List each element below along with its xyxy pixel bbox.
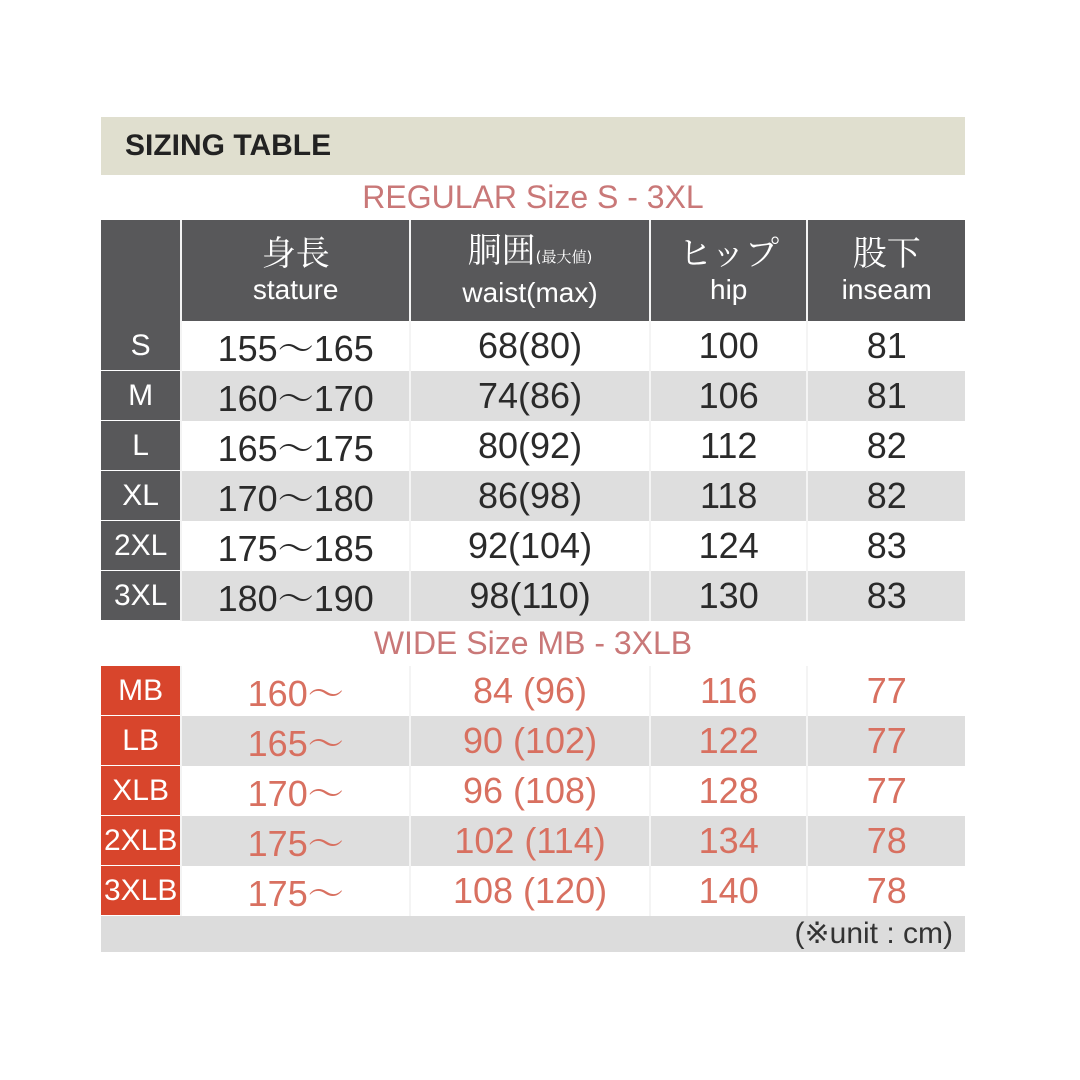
header-waist — [409, 220, 649, 321]
size-label: 2XLB — [101, 816, 180, 866]
inseam-cell: 83 — [806, 521, 965, 571]
inseam-cell: 78 — [806, 816, 965, 866]
table-row — [101, 766, 965, 816]
hip-cell: 112 — [649, 421, 807, 471]
waist-cell: 96 (108) — [409, 766, 649, 816]
waist-cell: 92(104) — [409, 521, 649, 571]
size-label: LB — [101, 716, 180, 766]
stature-cell: 165～175 — [180, 421, 409, 471]
waist-cell: 86(98) — [409, 471, 649, 521]
stature-cell: 180～190 — [180, 571, 409, 621]
stature-cell: 175～ — [180, 816, 409, 866]
stature-cell: 170～ — [180, 766, 409, 816]
stature-cell: 175～185 — [180, 521, 409, 571]
stature-cell: 155～165 — [180, 321, 409, 371]
stature-cell: 175～ — [180, 866, 409, 916]
size-label: XLB — [101, 766, 180, 816]
header-stature — [180, 220, 409, 321]
inseam-cell: 77 — [806, 766, 965, 816]
stature-cell: 160～ — [180, 666, 409, 716]
stature-cell: 160～170 — [180, 371, 409, 421]
header-waist-jp: 胴囲 — [467, 230, 536, 271]
hip-cell: 140 — [649, 866, 807, 916]
header-hip-jp: ヒップ — [678, 233, 780, 274]
table-row — [101, 866, 965, 916]
table-row — [101, 816, 965, 866]
hip-cell: 118 — [649, 471, 807, 521]
waist-cell: 102 (114) — [409, 816, 649, 866]
header-inseam-jp: 股下 — [852, 233, 921, 274]
inseam-cell: 78 — [806, 866, 965, 916]
table-title: SIZING TABLE — [101, 117, 965, 175]
header-size-cell — [101, 220, 180, 321]
header-inseam-en: inseam — [841, 273, 932, 305]
size-label: S — [101, 321, 180, 371]
stature-cell: 170～180 — [180, 471, 409, 521]
waist-cell: 74(86) — [409, 371, 649, 421]
table-row — [101, 321, 965, 371]
inseam-cell: 82 — [806, 421, 965, 471]
inseam-cell: 81 — [806, 371, 965, 421]
unit-note: (※unit : cm) — [101, 916, 965, 952]
size-label: L — [101, 421, 180, 471]
hip-cell: 116 — [649, 666, 807, 716]
wide-rows — [101, 666, 965, 916]
inseam-cell: 81 — [806, 321, 965, 371]
inseam-cell: 82 — [806, 471, 965, 521]
size-label: 2XL — [101, 521, 180, 571]
size-label: MB — [101, 666, 180, 716]
waist-cell: 80(92) — [409, 421, 649, 471]
wide-section-heading: WIDE Size MB - 3XLB — [101, 621, 965, 666]
table-row — [101, 521, 965, 571]
header-waist-en: waist(max) — [462, 276, 598, 308]
hip-cell: 100 — [649, 321, 807, 371]
size-label: 3XLB — [101, 866, 180, 916]
size-label: XL — [101, 471, 180, 521]
header-hip-en: hip — [710, 273, 748, 305]
stature-cell: 165～ — [180, 716, 409, 766]
hip-cell: 134 — [649, 816, 807, 866]
sizing-table — [101, 117, 965, 952]
waist-cell: 84 (96) — [409, 666, 649, 716]
hip-cell: 130 — [649, 571, 807, 621]
column-header-row — [101, 220, 965, 321]
table-row — [101, 371, 965, 421]
header-inseam — [806, 220, 965, 321]
table-row — [101, 471, 965, 521]
size-label: M — [101, 371, 180, 421]
inseam-cell: 77 — [806, 666, 965, 716]
table-row — [101, 421, 965, 471]
hip-cell: 122 — [649, 716, 807, 766]
waist-cell: 68(80) — [409, 321, 649, 371]
hip-cell: 124 — [649, 521, 807, 571]
waist-cell: 108 (120) — [409, 866, 649, 916]
waist-cell: 98(110) — [409, 571, 649, 621]
regular-section-heading: REGULAR Size S - 3XL — [101, 175, 965, 220]
header-stature-jp: 身長 — [261, 233, 330, 274]
hip-cell: 106 — [649, 371, 807, 421]
hip-cell: 128 — [649, 766, 807, 816]
inseam-cell: 83 — [806, 571, 965, 621]
table-row — [101, 716, 965, 766]
header-waist-note: (最大値) — [535, 247, 593, 266]
table-row — [101, 666, 965, 716]
header-stature-en: stature — [252, 273, 339, 305]
regular-rows — [101, 321, 965, 621]
waist-cell: 90 (102) — [409, 716, 649, 766]
table-row — [101, 571, 965, 621]
size-label: 3XL — [101, 571, 180, 621]
header-hip — [649, 220, 807, 321]
inseam-cell: 77 — [806, 716, 965, 766]
